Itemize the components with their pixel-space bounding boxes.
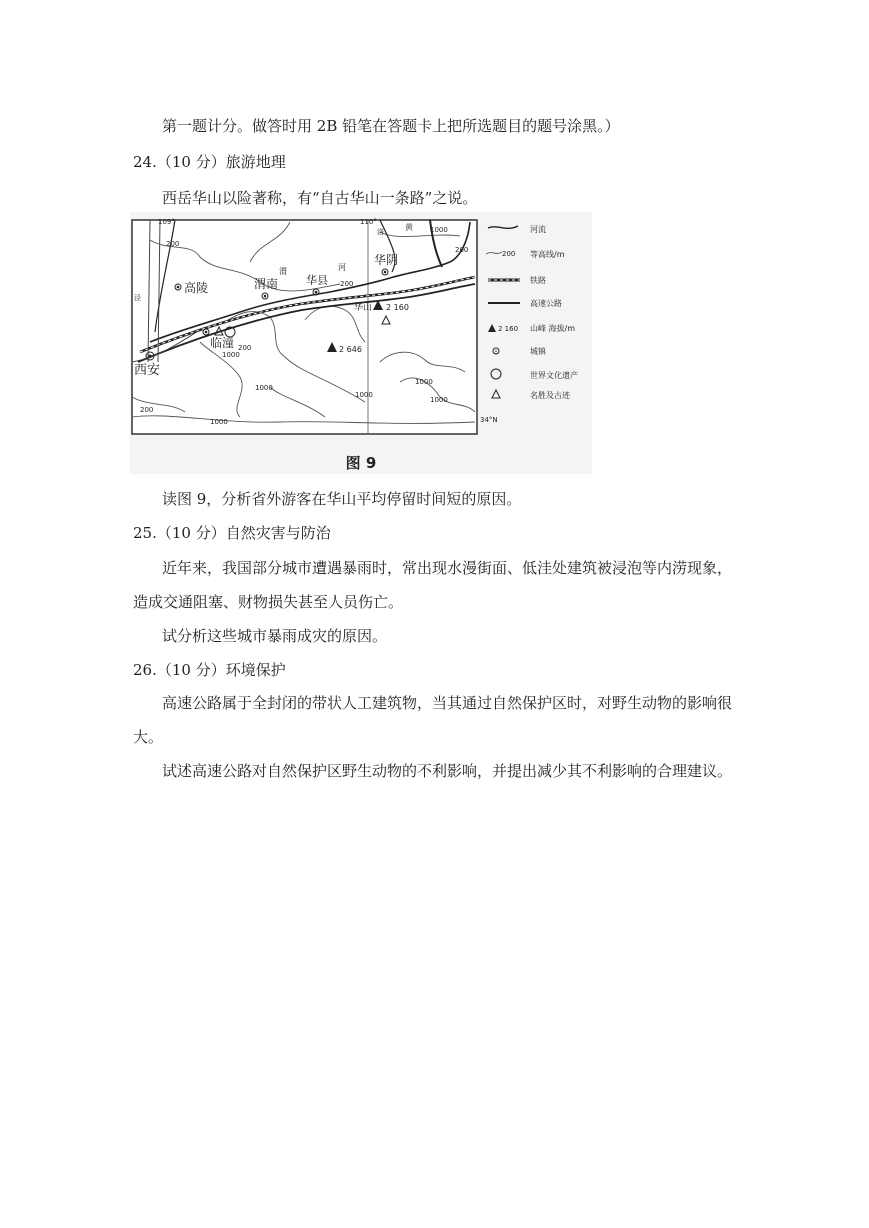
contour-200-c: 200 bbox=[140, 406, 154, 414]
map-frame bbox=[132, 220, 477, 434]
legend-railway-label: 铁路 bbox=[530, 276, 546, 285]
legend-peak-symbol bbox=[488, 324, 496, 332]
lon-110-label: 110° bbox=[360, 218, 377, 226]
legend-heritage-label: 世界文化遗产 bbox=[530, 371, 578, 380]
contour-1000-g: 1000 bbox=[430, 396, 448, 404]
place-huayin: 华阴 bbox=[374, 253, 399, 267]
lon-109-label: 109° bbox=[158, 218, 175, 226]
river-char-luo: 洛 bbox=[377, 228, 384, 236]
contour-1000-d: 1000 bbox=[415, 378, 433, 386]
question-24-stem: 西岳华山以险著称，有“自古华山一条路”之说。 bbox=[162, 189, 478, 207]
place-gaoling: 高陵 bbox=[184, 281, 209, 295]
place-huashan: 华山 bbox=[354, 303, 373, 313]
contour-200-b: 200 bbox=[340, 280, 354, 288]
legend-contour-symbol bbox=[486, 252, 502, 254]
legend-highway-label: 高速公路 bbox=[530, 299, 562, 308]
legend-contour-sample: 200 bbox=[502, 250, 516, 258]
legend-peak-sample: 2 160 bbox=[498, 325, 519, 333]
place-xian: 西安 bbox=[134, 363, 161, 378]
contour-1000-c: 1000 bbox=[355, 391, 373, 399]
question-24-title: 24.（10 分）旅游地理 bbox=[133, 153, 286, 171]
river-char-jing: 泾 bbox=[134, 294, 141, 302]
river-char-wei: 渭 bbox=[279, 267, 287, 276]
map-legend bbox=[486, 224, 578, 400]
peak-2646-value: 2 646 bbox=[339, 345, 362, 354]
question-26-title: 26.（10 分）环境保护 bbox=[133, 661, 286, 679]
contour-200-d: 200 bbox=[238, 344, 252, 352]
question-25-paragraph-2: 造成交通阻塞、财物损失甚至人员伤亡。 bbox=[133, 593, 404, 611]
legend-contour-label: 等高线/m bbox=[530, 250, 565, 259]
question-24-prompt: 读图 9，分析省外游客在华山平均停留时间短的原因。 bbox=[162, 490, 522, 508]
place-lintong: 临潼 bbox=[210, 336, 235, 350]
lat-34-label: 34°N bbox=[480, 416, 498, 424]
river-char-huang: 黄 bbox=[405, 223, 413, 232]
question-26-paragraph-1: 高速公路属于全封闭的带状人工建筑物，当其通过自然保护区时，对野生动物的影响很 bbox=[162, 694, 733, 712]
legend-heritage-symbol bbox=[491, 369, 501, 379]
place-weinan: 渭南 bbox=[254, 277, 279, 291]
contour-200-e: 200 bbox=[455, 246, 469, 254]
peak-huashan-value: 2 160 bbox=[386, 303, 409, 312]
contour-1000-b: 1000 bbox=[255, 384, 273, 392]
legend-river-symbol bbox=[488, 226, 518, 228]
question-26-prompt: 试述高速公路对自然保护区野生动物的不利影响，并提出减少其不利影响的合理建议。 bbox=[162, 762, 733, 780]
legend-scenic-label: 名胜及古迹 bbox=[530, 391, 570, 400]
contour-1000-e: 1000 bbox=[210, 418, 228, 426]
map-svg bbox=[130, 212, 592, 474]
figure-caption: 图 9 bbox=[345, 454, 377, 472]
question-25-title: 25.（10 分）自然灾害与防治 bbox=[133, 524, 331, 542]
contour-200-a: 200 bbox=[166, 240, 180, 248]
question-25-paragraph-1: 近年来，我国部分城市遭遇暴雨时，常出现水漫街面、低洼处建筑被浸泡等内涝现象， bbox=[162, 559, 733, 577]
legend-river-label: 河流 bbox=[530, 225, 546, 234]
question-26-paragraph-2: 大。 bbox=[133, 728, 164, 746]
river-char-he: 河 bbox=[338, 263, 346, 272]
question-25-prompt: 试分析这些城市暴雨成灾的原因。 bbox=[162, 627, 388, 645]
legend-peak-label: 山峰 海拔/m bbox=[530, 324, 576, 333]
intro-continuation: 第一题计分。做答时用 2B 铅笔在答题卡上把所选题目的题号涂黑。） bbox=[162, 117, 620, 135]
contour-1000-a: 1000 bbox=[222, 351, 240, 359]
contour-1000-f: 1000 bbox=[430, 226, 448, 234]
legend-scenic-symbol bbox=[492, 390, 500, 398]
figure-9-map bbox=[130, 212, 592, 474]
legend-town-label: 城镇 bbox=[530, 347, 546, 356]
place-huaxian: 华县 bbox=[306, 274, 328, 287]
